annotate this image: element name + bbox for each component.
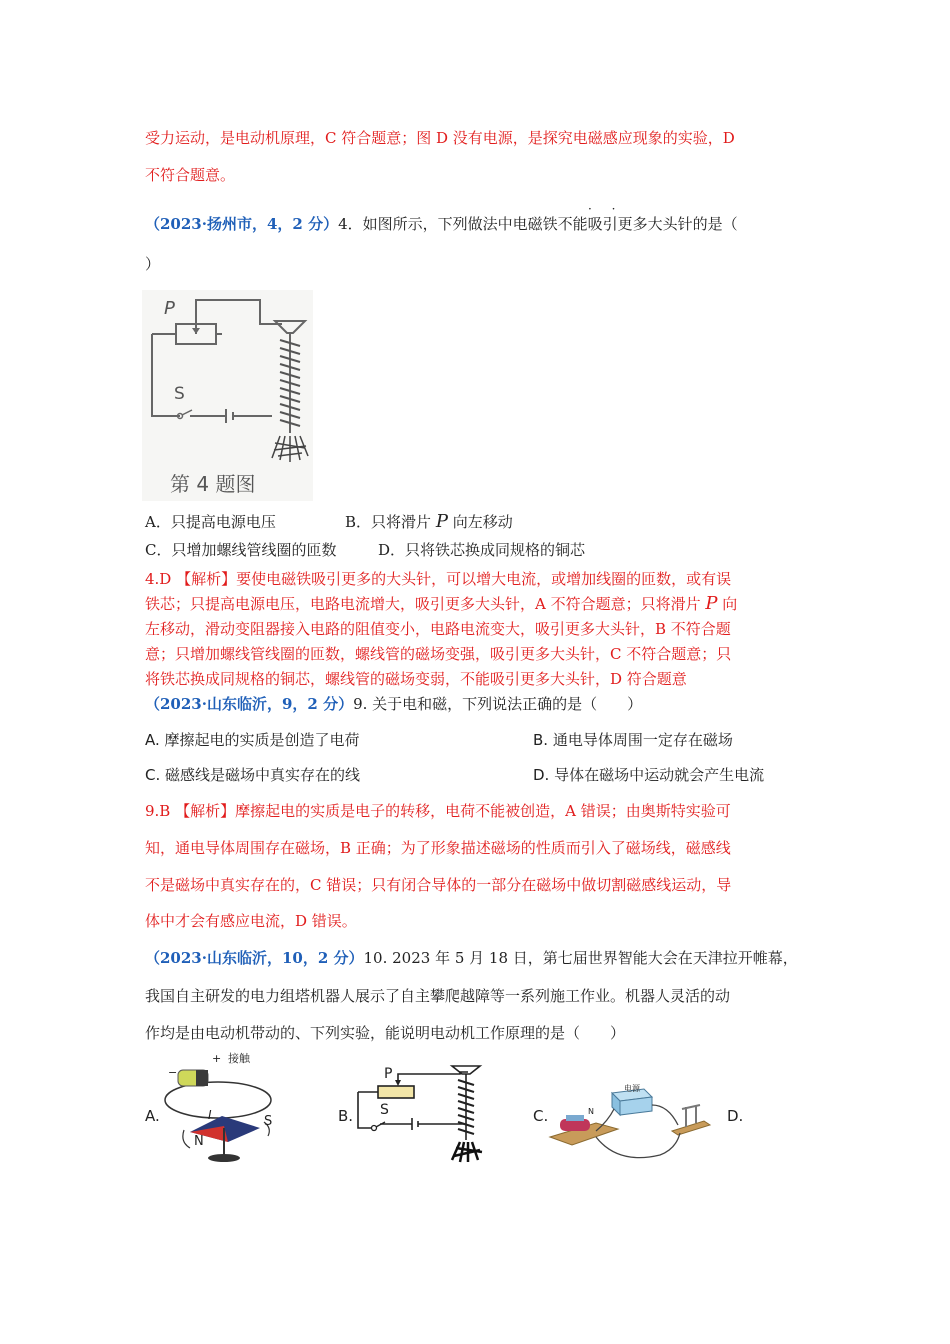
q9-stem [145,694,642,714]
q10-fig-a-contact: 接触 [228,1052,250,1065]
q9-answer-line-4: 体中才会有感应电流，D 错误。 [145,912,357,930]
q10-fig-b-p: P [384,1066,393,1082]
q10-fig-a-current: I [208,1108,212,1122]
q4-option-a: A．只提高电源电压 [145,513,276,531]
q4-source: （2023·扬州市，4，2 分） [145,215,339,233]
q10-oersted-diagram [160,1050,285,1165]
q4-fig-s-label: S [174,384,185,404]
q9-option-b: B. 通电导体周围一定存在磁场 [533,731,733,749]
q10-figure-b [352,1062,492,1164]
q9-option-c: C. 磁感线是磁场中真实存在的线 [145,766,361,784]
q10-label-b: B. [338,1107,354,1125]
q10-figure-a [160,1050,285,1165]
q4-figure [140,288,315,503]
q9-answer-line-3: 不是磁场中真实存在的，C 错误；只有闭合导体的一部分在磁场中做切割磁感线运动，导 [145,876,732,894]
q4-stem [145,214,738,234]
q4-answer-p: P [705,593,718,614]
emphasis-dots: · · [588,202,624,216]
q4-answer-line-4: 意；只增加螺线管线圈的匝数，螺线管的磁场变强，吸引更多大头针，C 不符合题意；只 [145,645,732,663]
q10-figure-c [548,1075,716,1165]
q10-fig-c-source: 电源 [624,1084,640,1093]
q9-answer-line-1: 9.B 【解析】摩擦起电的实质是电子的转移，电荷不能被创造，A 错误；由奥斯特实验可 [145,802,731,820]
q4-answer-line-3: 左移动，滑动变阻器接入电路的阻值变小，电路电流变大，吸引更多大头针，B 不符合题 [145,620,731,638]
q4-option-b-p: P [435,511,448,532]
q4-option-b-pre: B．只将滑片 [345,513,432,531]
q10-fig-a-minus: − [168,1066,178,1079]
q10-source: （2023·山东临沂，10，2 分） [145,949,364,967]
q10-stem-text-1: 10. 2023 年 5 月 18 日，第七届世界智能大会在天津拉开帷幕， [363,949,798,967]
q10-label-d: D. [727,1107,744,1125]
q4-option-b-post: 向左移动 [452,513,513,531]
q9-option-d: D. 导体在磁场中运动就会产生电流 [533,766,765,784]
q10-fig-a-n: N [194,1134,204,1149]
q4-option-c: C．只增加螺线管线圈的匝数 [145,541,337,559]
q10-stem-line-2: 我国自主研发的电力组塔机器人展示了自主攀爬越障等一系列施工作业。机器人灵活的动 [145,987,731,1005]
q9-source: （2023·山东临沂，9，2 分） [145,695,354,713]
q4-answer-line-1: 4.D 【解析】要使电磁铁吸引更多的大头针，可以增大电流，或增加线圈的匝数，或有误 [145,570,732,588]
q9-option-a: A. 摩擦起电的实质是创造了电荷 [145,731,360,749]
q4-answer-line-2 [145,594,737,614]
q10-fig-a-s: S [264,1114,273,1129]
q10-stem-line-1 [145,948,798,968]
q4-stem-text: 4．如图所示，下列做法中电磁铁不能吸引更多大头针的是（ [338,215,738,233]
q9-stem-text: 9. 关于电和磁，下列说法正确的是（ ） [353,695,643,713]
q4-fig-caption: 第 4 题图 [170,472,256,496]
q10-fig-a-plus: + [212,1052,222,1065]
q10-stem-line-3: 作均是由电动机带动的、下列实验，能说明电动机工作原理的是（ ） [145,1024,626,1042]
q10-fig-b-s: S [380,1102,389,1118]
q4-answer-line-5: 将铁芯换成同规格的铜芯，螺线管的磁场变弱，不能吸引更多大头针，D 符合题意 [145,670,687,688]
q4-close-paren: ） [145,255,161,273]
q10-label-a: A. [145,1107,160,1125]
q9-answer-line-2: 知，通电导体周围存在磁场，B 正确；为了形象描述磁场的性质而引入了磁场线，磁感线 [145,839,731,857]
q10-label-c: C. [533,1107,549,1125]
q10-electromagnet-diagram [352,1062,492,1164]
prev-answer-line-2: 不符合题意。 [145,166,236,184]
prev-answer-line-1: 受力运动，是电动机原理，C 符合题意；图 D 没有电源，是探究电磁感应现象的实验，D [145,129,735,147]
q4-option-b [345,512,513,532]
q10-fig-c-n: N [588,1107,594,1116]
q4-option-d: D．只将铁芯换成同规格的铜芯 [378,541,586,559]
q4-answer-p-after: 向 [722,595,738,613]
q4-fig-p-label: P [164,298,175,319]
q4-answer-line-2-text: 铁芯；只提高电源电压，电路电流增大，吸引更多大头针，A 不符合题意；只将滑片 [145,595,701,613]
